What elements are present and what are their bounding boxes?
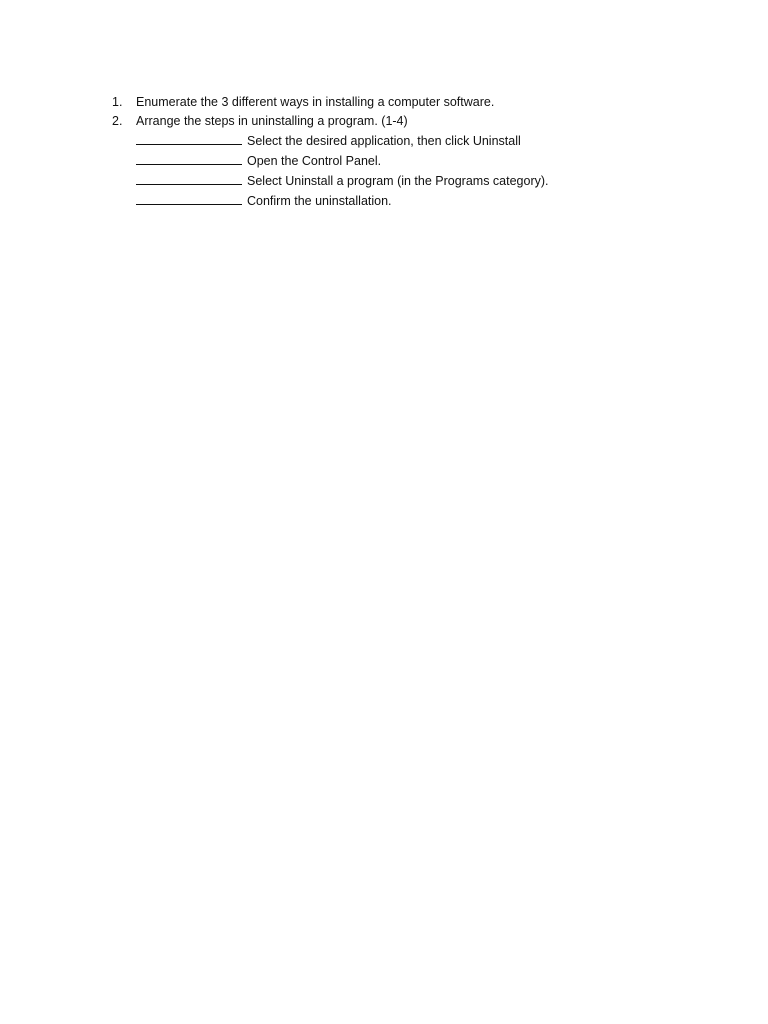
step-text: Select the desired application, then click Uninstall bbox=[247, 134, 521, 148]
step-text: Open the Control Panel. bbox=[247, 154, 382, 168]
step-item bbox=[136, 191, 712, 211]
answer-blank bbox=[136, 152, 242, 165]
question-number: 2. bbox=[112, 114, 123, 128]
step-text: Select Uninstall a program (in the Programs category). bbox=[247, 174, 549, 188]
question-text: Arrange the steps in uninstalling a program. (1-4) bbox=[136, 114, 408, 128]
step-text: Confirm the uninstallation. bbox=[247, 194, 392, 208]
question-2 bbox=[112, 112, 712, 131]
answer-blank bbox=[136, 172, 242, 185]
step-item bbox=[136, 131, 712, 151]
answer-blank bbox=[136, 132, 242, 145]
answer-blank bbox=[136, 192, 242, 205]
question-text: Enumerate the 3 different ways in installing a computer software. bbox=[136, 95, 495, 109]
step-item bbox=[136, 151, 712, 171]
worksheet-questions bbox=[112, 93, 712, 211]
question-1 bbox=[112, 93, 712, 112]
question-number: 1. bbox=[112, 95, 123, 109]
step-item bbox=[136, 171, 712, 191]
uninstall-step-list bbox=[136, 131, 712, 211]
